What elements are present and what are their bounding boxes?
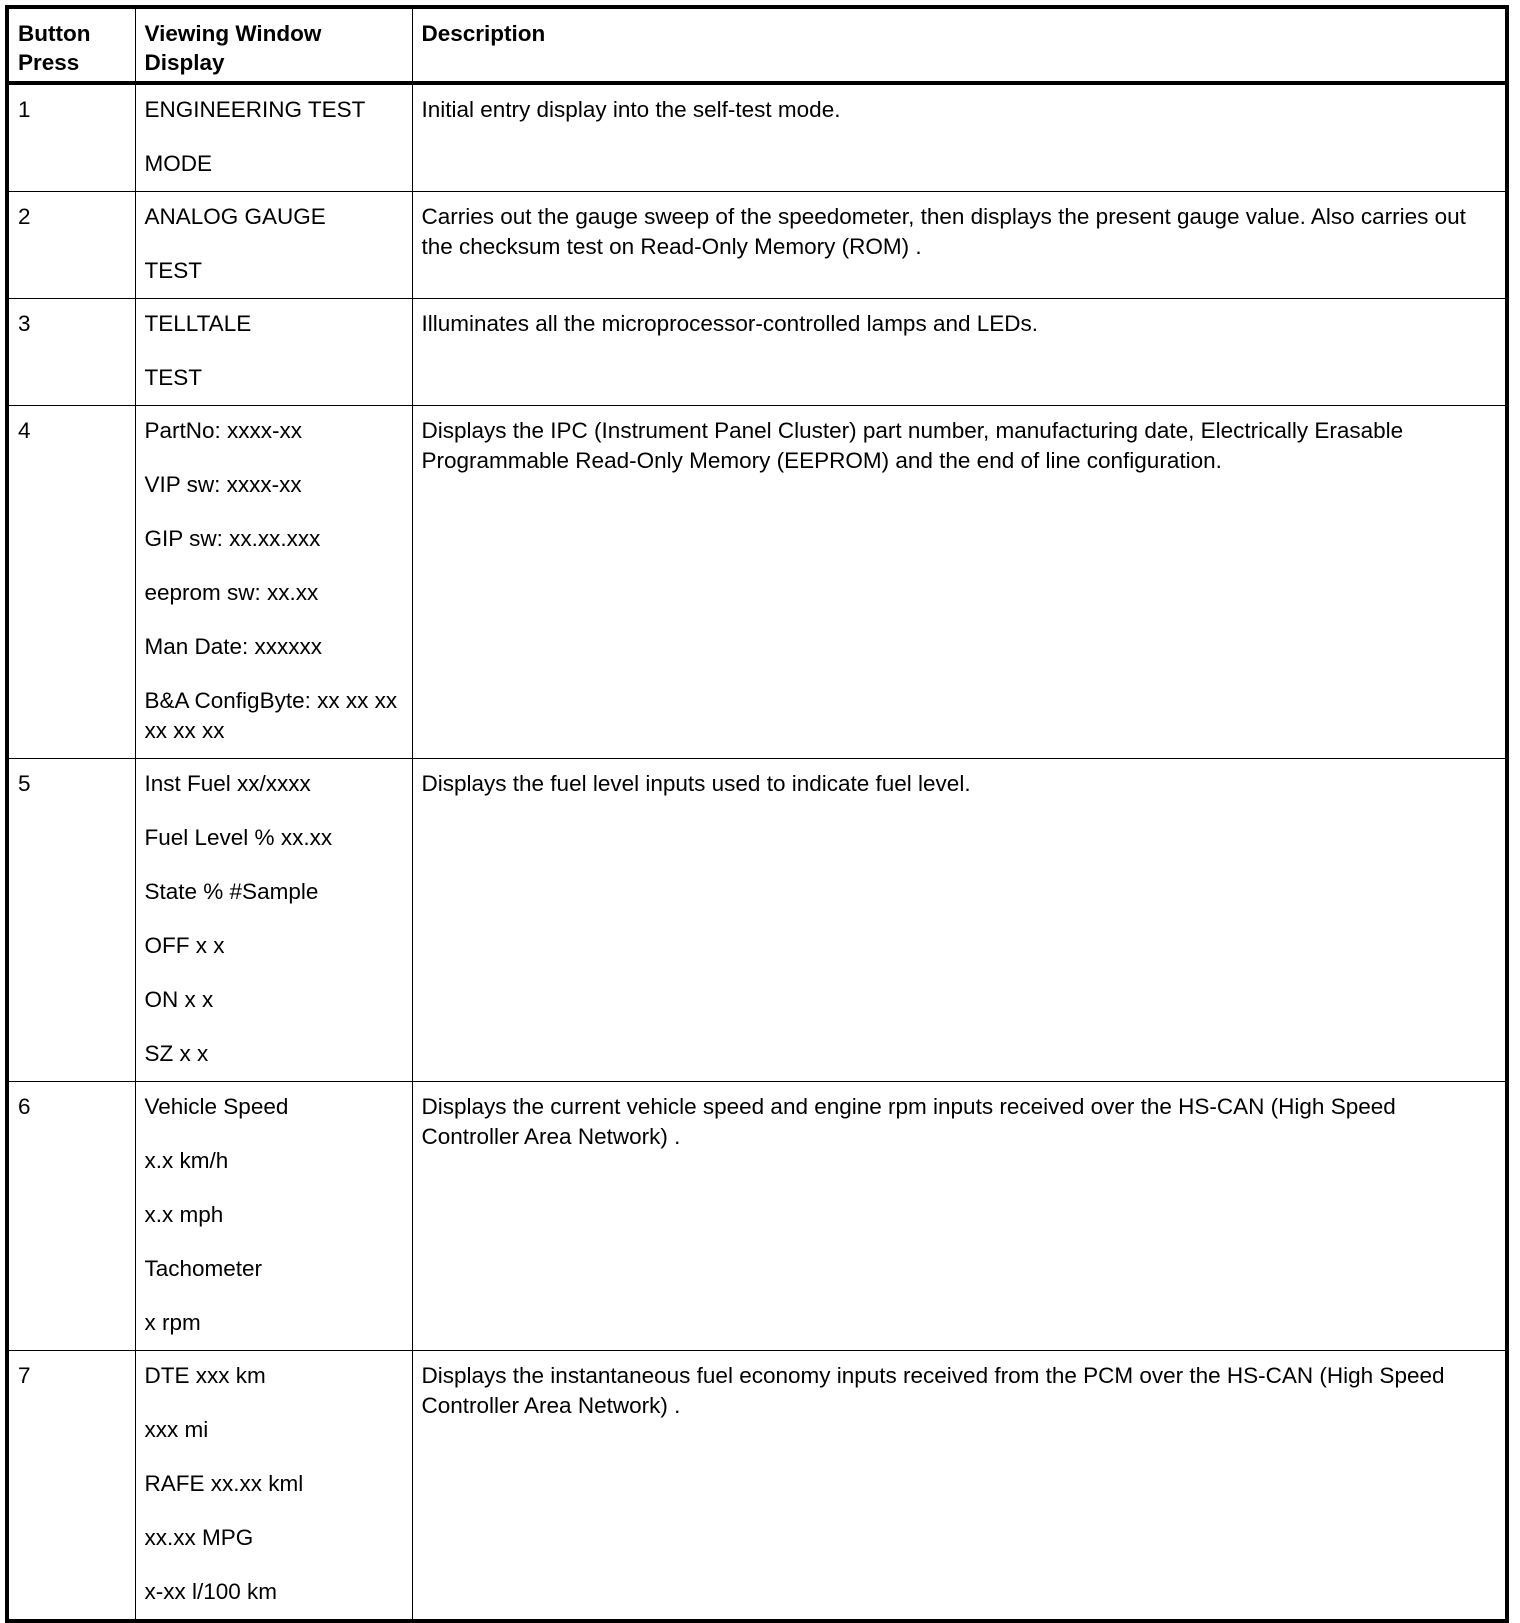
display-line: State % #Sample <box>144 879 319 904</box>
display-line: DTE xxx km <box>144 1363 266 1388</box>
display-line: GIP sw: xx.xx.xxx <box>144 526 321 551</box>
display-line: xx.xx MPG <box>144 1525 254 1550</box>
display-line: SZ x x <box>144 1041 209 1066</box>
display-line: x.x km/h <box>144 1148 229 1173</box>
description-text: Initial entry display into the self-test mode. <box>421 97 841 122</box>
display-line: OFF x x <box>144 933 225 958</box>
display-line: Man Date: xxxxxx <box>144 634 323 659</box>
header-viewing-window-display: Viewing Window Display <box>135 7 412 83</box>
display-cell <box>135 406 412 759</box>
display-line: x rpm <box>144 1310 201 1335</box>
display-line: TEST <box>144 365 203 390</box>
display-line: Fuel Level % xx.xx <box>144 825 333 850</box>
table-row <box>7 406 1507 759</box>
description-cell <box>412 406 1507 759</box>
display-line: TEST <box>144 258 203 283</box>
table-row <box>7 1351 1507 1622</box>
button-press-cell: 5 <box>7 759 135 1082</box>
display-line: xxx mi <box>144 1417 209 1442</box>
header-description: Description <box>412 7 1507 83</box>
display-line: eeprom sw: xx.xx <box>144 580 319 605</box>
button-press-cell: 6 <box>7 1082 135 1351</box>
table-row <box>7 759 1507 1082</box>
display-line: Inst Fuel xx/xxxx <box>144 771 311 796</box>
description-text: Carries out the gauge sweep of the speedometer, then displays the present gauge value. Also carries out the checksum test on Read-Only Memory (ROM) . <box>421 204 1466 259</box>
description-cell <box>412 1351 1507 1622</box>
display-line: TELLTALE <box>144 311 252 336</box>
table-row <box>7 299 1507 406</box>
description-cell <box>412 192 1507 299</box>
description-text: Displays the IPC (Instrument Panel Cluster) part number, manufacturing date, Electrically Erasable Programmable Read-Only Memory (EEPROM) and the end of line configuration. <box>421 418 1404 473</box>
header-row <box>7 7 1507 83</box>
description-text: Displays the current vehicle speed and engine rpm inputs received over the HS-CAN (High Speed Controller Area Network) . <box>421 1094 1396 1149</box>
display-line: x-xx l/100 km <box>144 1579 278 1604</box>
display-cell <box>135 299 412 406</box>
display-cell <box>135 1351 412 1622</box>
description-text: Illuminates all the microprocessor-controlled lamps and LEDs. <box>421 311 1039 336</box>
table-row <box>7 83 1507 192</box>
button-press-cell: 2 <box>7 192 135 299</box>
table-row <box>7 1082 1507 1351</box>
display-line: Vehicle Speed <box>144 1094 289 1119</box>
description-cell <box>412 759 1507 1082</box>
button-press-cell: 3 <box>7 299 135 406</box>
button-press-cell: 4 <box>7 406 135 759</box>
description-cell <box>412 299 1507 406</box>
description-text: Displays the fuel level inputs used to indicate fuel level. <box>421 771 971 796</box>
display-line: ENGINEERING TEST <box>144 97 366 122</box>
header-button-press: Button Press <box>7 7 135 83</box>
table-body <box>7 83 1507 1621</box>
display-line: B&A ConfigByte: xx xx xx xx xx xx <box>144 688 398 743</box>
display-line: MODE <box>144 151 212 176</box>
display-cell <box>135 1082 412 1351</box>
display-cell <box>135 192 412 299</box>
description-text: Displays the instantaneous fuel economy inputs received from the PCM over the HS-CAN (High Speed Controller Area Network) . <box>421 1363 1445 1418</box>
display-line: VIP sw: xxxx-xx <box>144 472 302 497</box>
display-line: x.x mph <box>144 1202 224 1227</box>
display-line: Tachometer <box>144 1256 263 1281</box>
table-header <box>7 7 1507 83</box>
display-cell <box>135 759 412 1082</box>
description-cell <box>412 83 1507 192</box>
display-line: ANALOG GAUGE <box>144 204 326 229</box>
display-line: ON x x <box>144 987 214 1012</box>
self-test-table <box>5 5 1509 1623</box>
display-line: RAFE xx.xx kml <box>144 1471 304 1496</box>
table-row <box>7 192 1507 299</box>
button-press-cell: 1 <box>7 83 135 192</box>
display-line: PartNo: xxxx-xx <box>144 418 303 443</box>
button-press-cell: 7 <box>7 1351 135 1622</box>
display-cell <box>135 83 412 192</box>
description-cell <box>412 1082 1507 1351</box>
